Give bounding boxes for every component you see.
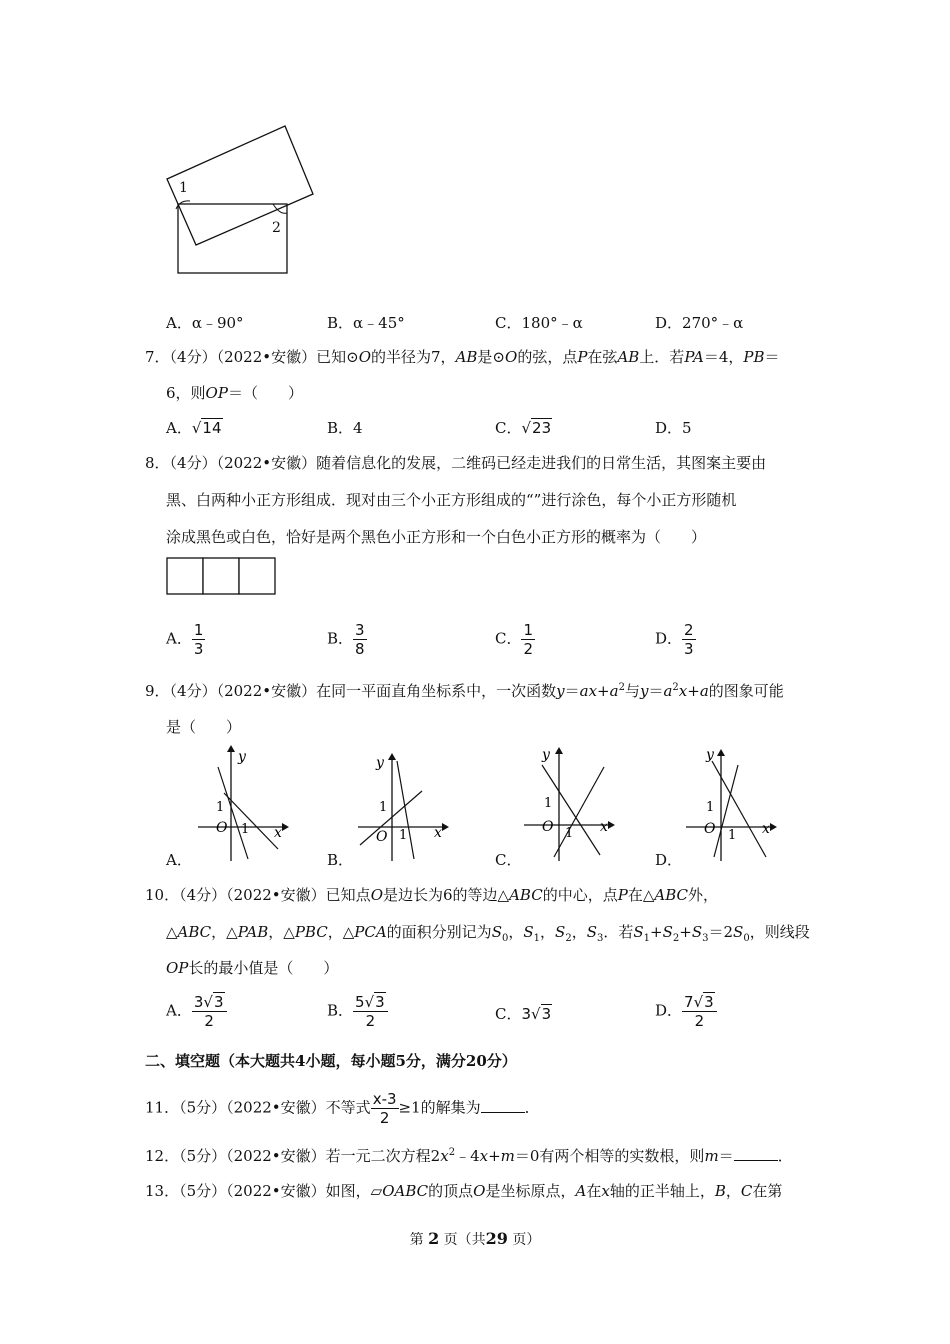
radicand: 3 [704,993,714,1011]
q10-text: 的中心，点 [542,886,618,904]
q7-meta: （4分）（2022•安徽） [169,348,317,366]
x-axis-label: x [274,825,282,841]
q12-answer-blank[interactable] [734,1146,778,1161]
q12-var: m [500,1147,515,1165]
sqrt-symbol: √14 [191,419,222,437]
q7-var: PB [743,348,765,366]
q10-subscript: 0 [501,933,509,944]
q10-option-d[interactable] [655,993,717,1030]
q10-var: S [523,923,534,941]
denominator: 2 [379,1109,390,1127]
q7-var: O [505,348,518,366]
origin-label: O [216,820,228,836]
tick-label: 1 [241,822,250,837]
tick-label: 1 [379,800,388,815]
q10-var: S [491,923,502,941]
sqrt-expression: 3√3 [521,1005,552,1023]
q6-option-b[interactable]: B．α﹣45° [327,314,405,332]
q6-label-2: 2 [272,220,281,236]
q12-text: 若一元二次方程2 [325,1147,441,1165]
q12-text: ． [777,1147,793,1165]
denominator: 8 [355,640,365,658]
q6-option-a[interactable]: A．α﹣90° [166,314,244,332]
q10-text: 的面积分别记为 [386,923,492,941]
y-axis-label: y [238,749,246,765]
q6-option-d[interactable]: D．270°﹣α [655,314,744,332]
q8-stem-line-1 [145,452,766,473]
q11-number: 11． [145,1098,180,1117]
numerator [192,993,227,1012]
q6-option-c[interactable]: C．180°﹣α [495,314,583,332]
q10-subscript: 2 [672,933,680,944]
q10-text: ，△ [268,923,295,941]
q12-text: ﹣4 [455,1147,480,1165]
q12-meta: （5分）（2022•安徽） [179,1147,326,1165]
q9-graph-b[interactable] [352,745,452,865]
q12-var: x [440,1147,449,1165]
q8-option-b[interactable] [327,621,367,658]
q7-text: 是⊙ [477,348,505,366]
q7-option-c-label: C． [495,419,522,437]
radicand: 3 [541,1005,552,1023]
fraction [682,993,717,1030]
q13-var: O [473,1182,486,1200]
footer-text: 第 [409,1232,424,1248]
q7-text: 在弦 [587,348,618,366]
q10-meta: （4分）（2022•安徽） [179,886,326,904]
q11-meta: （5分）（2022•安徽） [179,1098,326,1117]
coefficient: 7 [684,993,694,1011]
q10-text: ．若 [603,923,634,941]
numerator [353,993,388,1012]
q7-option-a[interactable] [166,417,223,438]
q10-var: P [617,886,628,904]
q7-option-c-radicand: 23 [532,419,552,437]
q9-text: 在同一平面直角坐标系中，一次函数 [316,682,557,700]
q10-option-b-label: B． [327,1001,354,1020]
q8-stem-line-2: 黑、白两种小正方形组成．现对由三个小正方形组成的“”进行涂色，每个小正方形随机 [166,491,737,509]
q13-meta: （5分）（2022•安徽） [179,1182,326,1200]
q10-var: S [733,923,744,941]
q10-text: + [679,923,692,941]
q7-stem-line-2 [166,382,303,403]
q8-square-1 [167,558,203,594]
q13-text: 如图，▱ [325,1182,383,1200]
q7-text: 的弦，点 [517,348,578,366]
q9-text: ＝ [564,682,580,700]
denominator: 2 [365,1012,376,1030]
sqrt-symbol: √3 [364,993,385,1011]
q7-option-d[interactable]: D．5 [655,419,692,437]
q8-option-a[interactable] [166,621,205,658]
q10-text: 已知点 [325,886,371,904]
fraction [192,993,227,1030]
q8-meta: （4分）（2022•安徽） [169,454,317,472]
q10-text: ，△ [211,923,238,941]
q10-subscript: 1 [533,933,541,944]
q9-stem-line-2: 是（ ） [166,718,242,736]
numerator: 3 [355,621,365,639]
numerator [682,993,717,1012]
q7-text: ＝（ ） [227,384,303,402]
q7-option-a-radicand: 14 [202,419,222,437]
q6-bottom-rectangle [178,204,287,273]
q13-text: 在 [586,1182,602,1200]
q10-var: ABC [177,923,212,941]
q9-stem-line-1 [145,680,784,701]
tick-label: 1 [544,796,553,811]
q8-option-c[interactable] [495,621,535,658]
q13-var: C [740,1182,753,1200]
tick-label: 1 [216,800,225,815]
q10-option-b[interactable] [327,993,388,1030]
q9-var: ax [579,682,598,700]
q7-var: O [358,348,372,366]
q10-text: ， [540,923,556,941]
q13-text: 轴的正半轴上， [609,1182,715,1200]
denominator: 2 [523,640,534,658]
q10-var: ABC [654,886,688,904]
section-2-heading: 二、填空题（本大题共4小题，每小题5分，满分20分） [145,1052,517,1070]
total-pages: 29 [485,1229,508,1248]
q11-text: ≥1的解集为 [398,1098,481,1117]
x-axis-label: x [600,819,608,835]
q10-subscript: 0 [743,933,750,944]
q7-number: 7． [145,348,170,366]
q8-square-2 [203,558,239,594]
q7-text: ＝4， [703,348,744,366]
q9-text: + [687,682,700,700]
page-number: 2 [428,1229,440,1248]
q7-option-b[interactable]: B．4 [327,419,363,437]
q7-var: P [577,348,588,366]
fraction [353,621,367,658]
q10-option-a-label: A． [166,1001,192,1020]
q10-text: 外， [688,886,719,904]
q10-stem-line-2 [166,921,810,942]
numerator: 1 [523,621,534,639]
q9-var: y [639,682,649,700]
denominator: 3 [684,640,694,658]
q12-number: 12． [145,1147,180,1165]
q10-text: ， [508,923,524,941]
q13-stem [145,1180,782,1201]
q12-var: m [704,1147,719,1165]
q9-text: 与 [624,682,640,700]
q8-square-3 [239,558,275,594]
q10-var: OP [166,959,189,977]
q9-var: y [556,682,565,700]
q10-subscript: 2 [565,933,572,944]
sqrt-symbol: √23 [521,419,552,437]
q13-var: B [714,1182,726,1200]
q11-text: ． [524,1098,540,1117]
q7-text: 6，则 [166,384,206,402]
q7-var: OP [205,384,228,402]
q10-option-d-label: D． [655,1001,683,1020]
fraction [371,1090,399,1127]
q13-text: 在第 [752,1182,783,1200]
q7-text: 的半径为7， [371,348,456,366]
fraction [353,993,388,1030]
q10-option-c-label: C． [495,1005,522,1023]
q6-tilted-rectangle [167,126,313,245]
q8-three-squares-figure [166,557,278,597]
radicand: 3 [375,993,385,1011]
coefficient: 5 [355,993,365,1011]
q6-label-1: 1 [179,180,188,196]
q7-text: 上．若 [639,348,685,366]
q11-answer-blank[interactable] [481,1098,525,1113]
q7-option-c[interactable] [495,417,552,438]
q8-option-a-label: A． [166,629,192,648]
q13-text: 的顶点 [428,1182,474,1200]
q10-text: ，则线段 [749,923,810,941]
q9-meta: （4分）（2022•安徽） [169,682,317,700]
q8-number: 8． [145,454,170,472]
q10-subscript: 1 [643,933,651,944]
q8-option-c-label: C． [495,629,522,648]
footer-text: 页） [512,1232,541,1248]
q10-var: ABC [509,886,543,904]
q10-var: S [691,923,703,941]
q12-text: + [488,1147,501,1165]
q9-graph-a[interactable] [190,745,290,865]
q9-var: a [609,682,619,700]
radicand: 3 [213,993,224,1011]
q8-option-b-label: B． [327,629,354,648]
q9-option-c[interactable]: C． [495,851,522,869]
tick-label: 1 [728,828,737,843]
q7-var: PA [684,348,704,366]
origin-label: O [376,829,388,845]
q10-var: S [555,923,566,941]
q9-graph-d[interactable] [680,745,780,865]
q12-var: x [479,1147,489,1165]
q9-option-b[interactable]: B． [327,851,354,869]
q10-text: 在△ [627,886,655,904]
page-footer [0,1229,950,1249]
q7-option-a-label: A． [166,419,192,437]
q7-var: AB [617,348,640,366]
q8-stem-line-3: 涂成黑色或白色，恰好是两个黑色小正方形和一个白色小正方形的概率为（ ） [166,528,707,546]
numerator: 2 [684,621,694,639]
q11-text: 不等式 [325,1098,371,1117]
tick-label: 1 [565,826,574,841]
q12-stem [145,1145,793,1166]
q6-figure [160,120,320,280]
q10-var: O [370,886,383,904]
q10-var: PCA [354,923,387,941]
q8-option-d[interactable] [655,621,696,658]
q10-stem-line-1 [145,884,718,905]
q10-text: 长的最小值是（ ） [188,959,339,977]
y-axis-label: y [376,755,384,771]
denominator: 2 [204,1012,214,1030]
q9-var: x [678,682,688,700]
q7-var: AB [455,348,478,366]
q8-text: 随着信息化的发展，二维码已经走进我们的日常生活，其图案主要由 [316,454,767,472]
q10-option-a[interactable] [166,993,227,1030]
q10-var: PAB [237,923,269,941]
q10-option-c[interactable] [495,1003,552,1024]
q13-var: OABC [382,1182,429,1200]
q9-var: a [699,682,709,700]
q10-text: + [650,923,663,941]
q13-number: 13． [145,1182,180,1200]
fraction [521,621,535,658]
q10-text: ， [571,923,587,941]
numerator: 1 [193,621,204,639]
q10-text: ＝2 [708,923,734,941]
q7-text: 已知⊙ [316,348,359,366]
sqrt-symbol: √3 [693,993,714,1011]
q11-stem [145,1090,540,1127]
tick-label: 1 [706,800,715,815]
origin-label: O [542,819,554,835]
tick-label: 1 [399,828,408,843]
q10-var: S [633,923,644,941]
q9-text: 的图象可能 [708,682,784,700]
coefficient: 3 [193,993,204,1011]
numerator: x-3 [372,1090,397,1108]
q9-option-d[interactable]: D． [655,851,683,869]
q10-var: S [662,923,673,941]
denominator: 2 [694,1012,705,1030]
q10-subscript: 3 [702,933,709,944]
sqrt-symbol: √3 [203,993,224,1011]
q10-number: 10． [145,886,180,904]
q9-text: + [597,682,610,700]
q10-text: △ [166,923,178,941]
q7-text: ＝ [764,348,780,366]
fraction [682,621,696,658]
y-axis-label: y [542,747,550,763]
footer-text: 页（共 [443,1232,486,1248]
y-axis-label: y [706,747,714,763]
q9-var: a [663,682,673,700]
origin-label: O [704,821,716,837]
q10-var: PBC [294,923,328,941]
q9-option-a[interactable]: A． [166,851,192,869]
q9-exponent: 2 [618,682,625,693]
q9-graph-c[interactable] [520,745,620,865]
q12-text: ＝ [718,1147,734,1165]
q10-var: S [586,923,597,941]
q9-text: ＝ [648,682,664,700]
q9-exponent: 2 [672,682,679,693]
q10-text: ，△ [327,923,355,941]
denominator: 3 [193,640,204,658]
q8-option-d-label: D． [655,629,683,648]
q10-subscript: 3 [596,933,604,944]
q13-var: A [575,1182,587,1200]
x-axis-label: x [762,821,770,837]
q10-stem-line-3 [166,957,338,978]
q13-text: 是坐标原点， [485,1182,576,1200]
q12-text: ＝0有两个相等的实数根，则 [514,1147,705,1165]
x-axis-label: x [434,825,442,841]
q10-text: 是边长为6的等边△ [383,886,510,904]
coefficient: 3 [521,1005,532,1023]
fraction [192,621,206,658]
q13-text: ， [725,1182,741,1200]
q13-var: x [601,1182,610,1200]
q7-stem-line-1 [145,346,780,367]
q9-number: 9． [145,682,170,700]
q12-exponent: 2 [448,1147,456,1158]
